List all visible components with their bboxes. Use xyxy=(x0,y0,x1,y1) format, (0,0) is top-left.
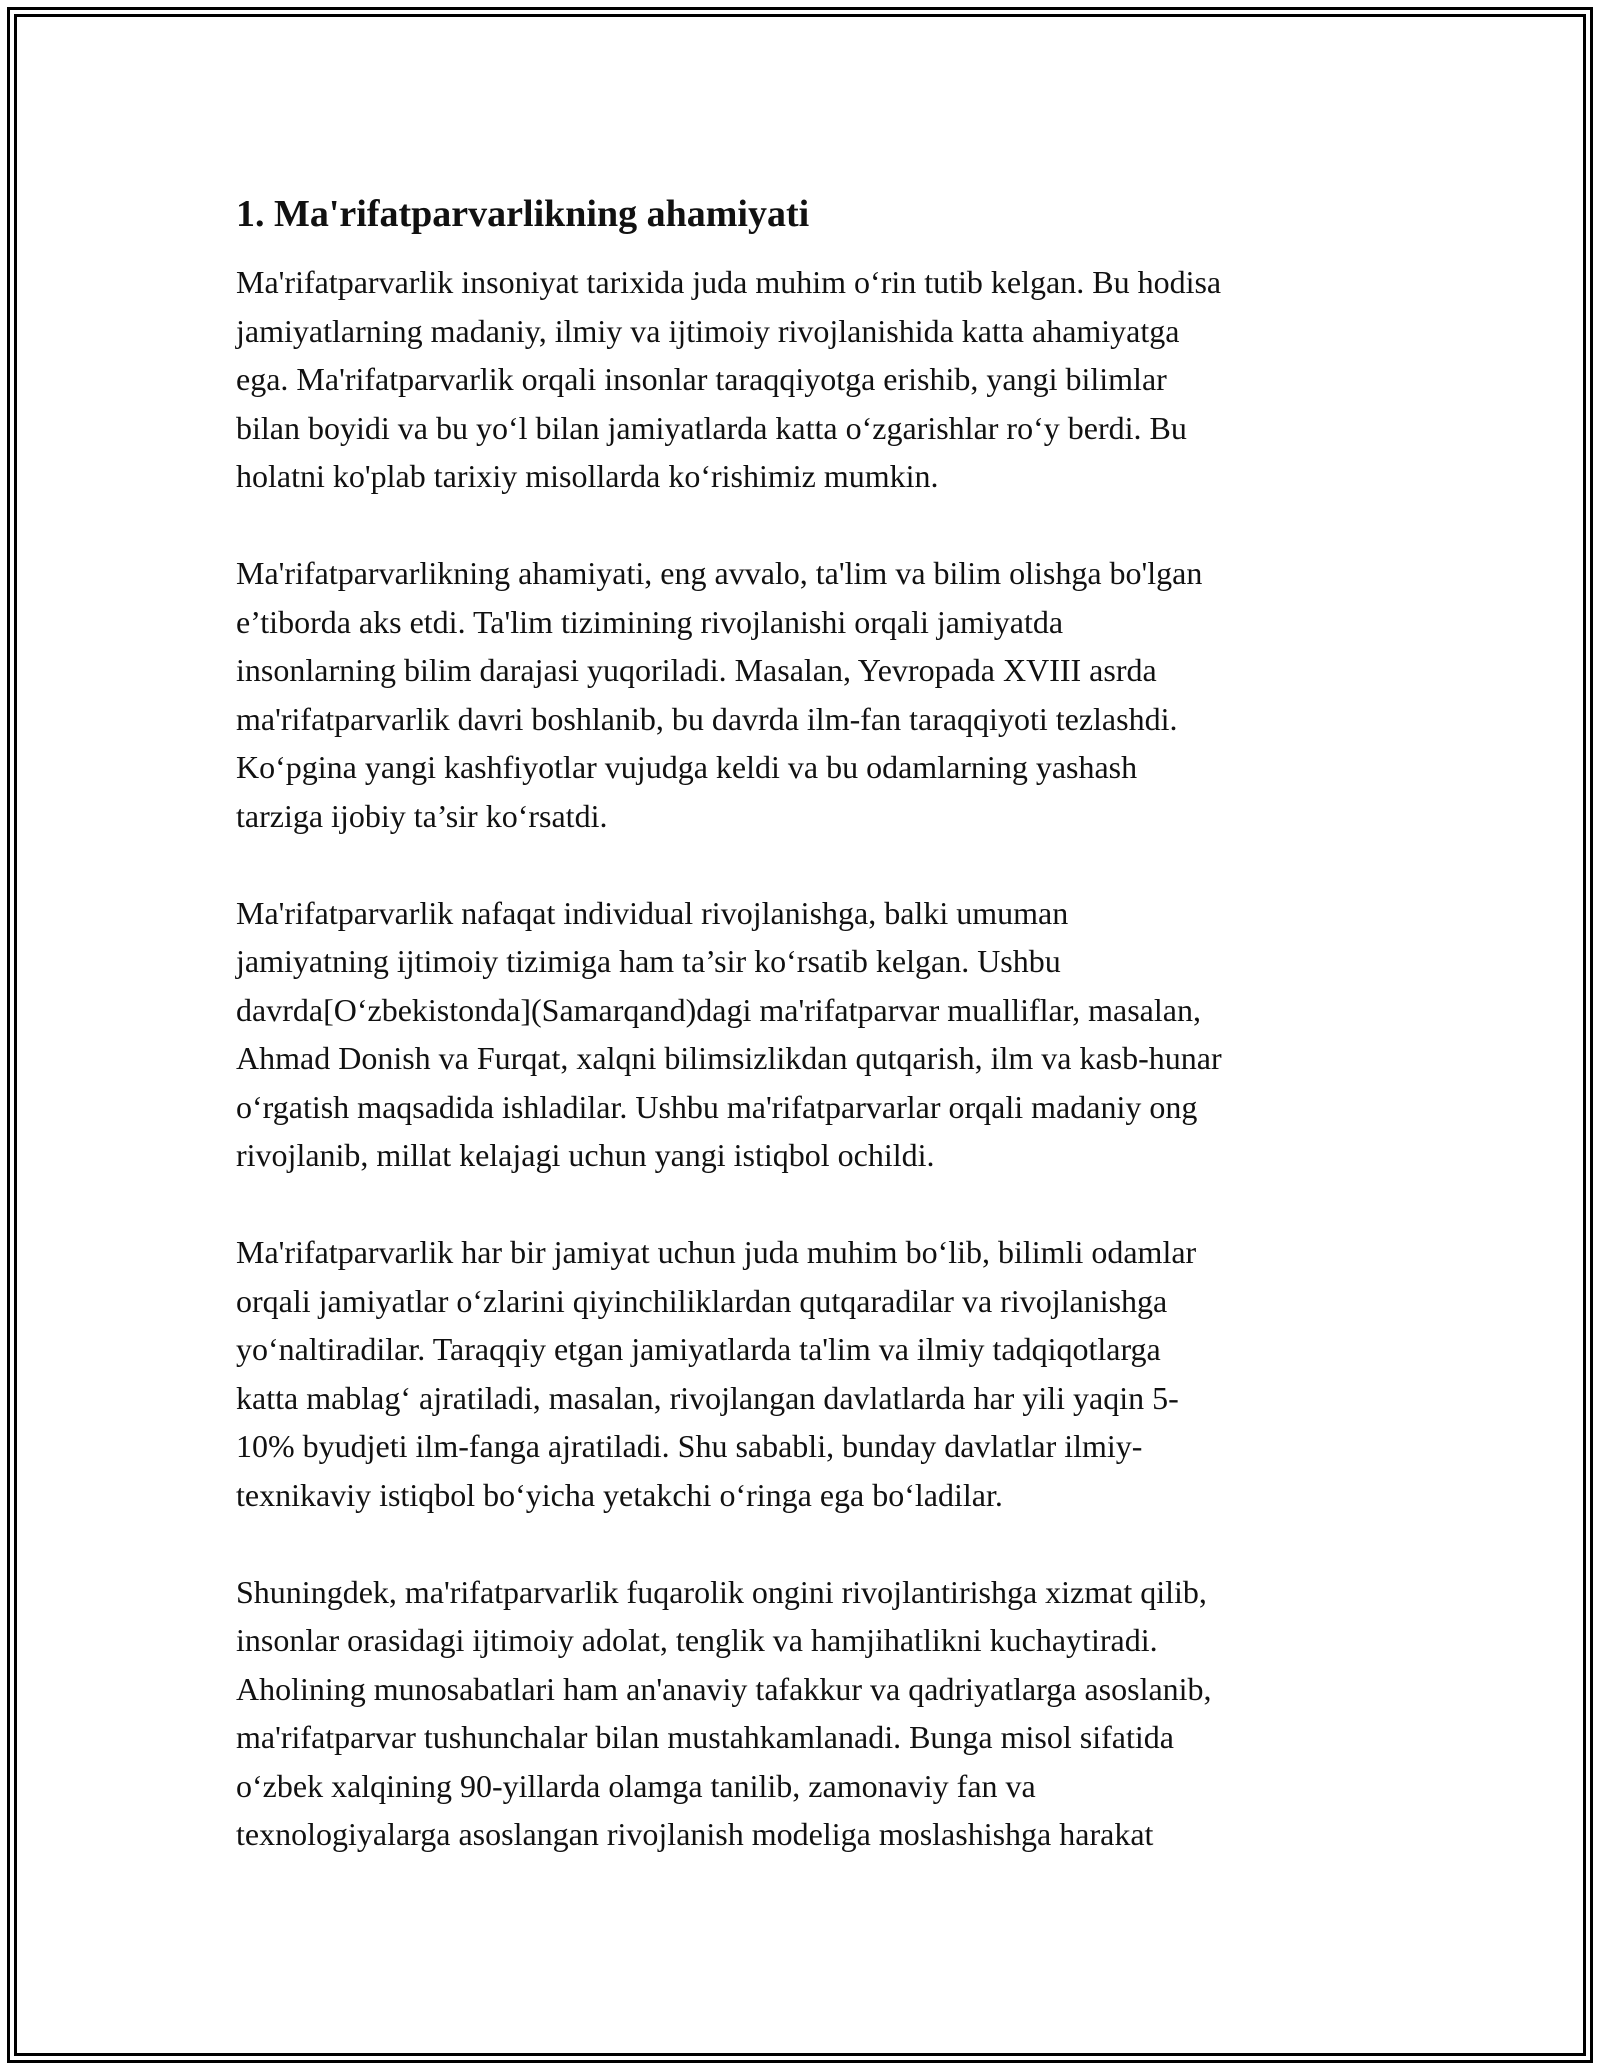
paragraph-5 xyxy=(236,1568,1376,1859)
paragraph-line: jamiyatning ijtimoiy tizimiga ham ta’sir ko‘rsatib kelgan. Ushbu xyxy=(236,943,1061,979)
paragraph-line: o‘zbek xalqining 90-yillarda olamga tanilib, zamonaviy fan va xyxy=(236,1767,1036,1804)
paragraph-line: Ma'rifatparvarlik har bir jamiyat uchun juda muhim bo‘lib, bilimli odamlar xyxy=(236,1234,1197,1270)
paragraph-line: Ma'rifatparvarlik insoniyat tarixida juda muhim o‘rin tutib kelgan. Bu hodisa xyxy=(236,264,1222,300)
paragraph-4 xyxy=(236,1228,1376,1519)
paragraph-line: rivojlanib, millat kelajagi uchun yangi istiqbol ochildi. xyxy=(236,1137,935,1173)
paragraph-line: Ma'rifatparvarlikning ahamiyati, eng avvalo, ta'lim va bilim olishga bo'lgan xyxy=(236,555,1203,591)
paragraph-line: katta mablag‘ ajratiladi, masalan, rivojlangan davlatlarda har yili yaqin 5- xyxy=(236,1379,1179,1416)
paragraph-line: ma'rifatparvarlik davri boshlanib, bu davrda ilm-fan taraqqiyoti tezlashdi. xyxy=(236,700,1178,737)
paragraph-line: yo‘naltiradilar. Taraqqiy etgan jamiyatlarda ta'lim va ilmiy tadqiqotlarga xyxy=(236,1331,1161,1367)
paragraph-line: bilan boyidi va bu yo‘l bilan jamiyatlarda katta o‘zgarishlar ro‘y berdi. Bu xyxy=(236,409,1187,446)
paragraph-line: jamiyatlarning madaniy, ilmiy va ijtimoiy rivojlanishida katta ahamiyatga xyxy=(236,312,1180,349)
document-body xyxy=(236,186,1376,1907)
paragraph-line: insonlar orasidagi ijtimoiy adolat, tenglik va hamjihatlikni kuchaytiradi. xyxy=(236,1622,1158,1658)
paragraph-line: 10% byudjeti ilm-fanga ajratiladi. Shu sababli, bunday davlatlar ilmiy- xyxy=(236,1428,1143,1464)
paragraph-1 xyxy=(236,258,1376,501)
paragraph-line: tarziga ijobiy ta’sir ko‘rsatdi. xyxy=(236,797,608,834)
paragraph-line: orqali jamiyatlar o‘zlarini qiyinchiliklardan qutqaradilar va rivojlanishga xyxy=(236,1282,1168,1319)
paragraph-line: Shuningdek, ma'rifatparvarlik fuqarolik ongini rivojlantirishga xizmat qilib, xyxy=(236,1573,1207,1610)
paragraph-3 xyxy=(236,889,1376,1180)
paragraph-line: o‘rgatish maqsadida ishladilar. Ushbu ma'rifatparvarlar orqali madaniy ong xyxy=(236,1088,1198,1125)
paragraph-2 xyxy=(236,549,1376,840)
paragraph-line: insonlarning bilim darajasi yuqoriladi. Masalan, Yevropada XVIII asrda xyxy=(236,652,1157,688)
paragraph-line: texnikaviy istiqbol bo‘yicha yetakchi o‘ringa ega bo‘ladilar. xyxy=(236,1476,1003,1513)
paragraph-line: e’tiborda aks etdi. Ta'lim tizimining rivojlanishi orqali jamiyatda xyxy=(236,603,1064,640)
paragraph-line: davrda[O‘zbekistonda](Samarqand)dagi ma'rifatparvar mualliflar, masalan, xyxy=(236,991,1201,1028)
paragraph-line: ega. Ma'rifatparvarlik orqali insonlar taraqqiyotga erishib, yangi bilimlar xyxy=(236,361,1167,397)
paragraph-line: texnologiyalarga asoslangan rivojlanish modeliga moslashishga harakat xyxy=(236,1816,1154,1852)
paragraph-line: Ma'rifatparvarlik nafaqat individual rivojlanishga, balki umuman xyxy=(236,894,1069,931)
section-heading: 1. Ma'rifatparvarlikning ahamiyati xyxy=(236,193,810,235)
paragraph-line: ma'rifatparvar tushunchalar bilan mustahkamlanadi. Bunga misol sifatida xyxy=(236,1719,1174,1755)
paragraph-line: Ahmad Donish va Furqat, xalqni bilimsizlikdan qutqarish, ilm va kasb-hunar xyxy=(236,1040,1222,1076)
paragraph-line: Ko‘pgina yangi kashfiyotlar vujudga keldi va bu odamlarning yashash xyxy=(236,749,1138,785)
paragraph-line: holatni ko'plab tarixiy misollarda ko‘rishimiz mumkin. xyxy=(236,458,939,494)
paragraph-line: Aholining munosabatlari ham an'anaviy tafakkur va qadriyatlarga asoslanib, xyxy=(236,1670,1212,1707)
